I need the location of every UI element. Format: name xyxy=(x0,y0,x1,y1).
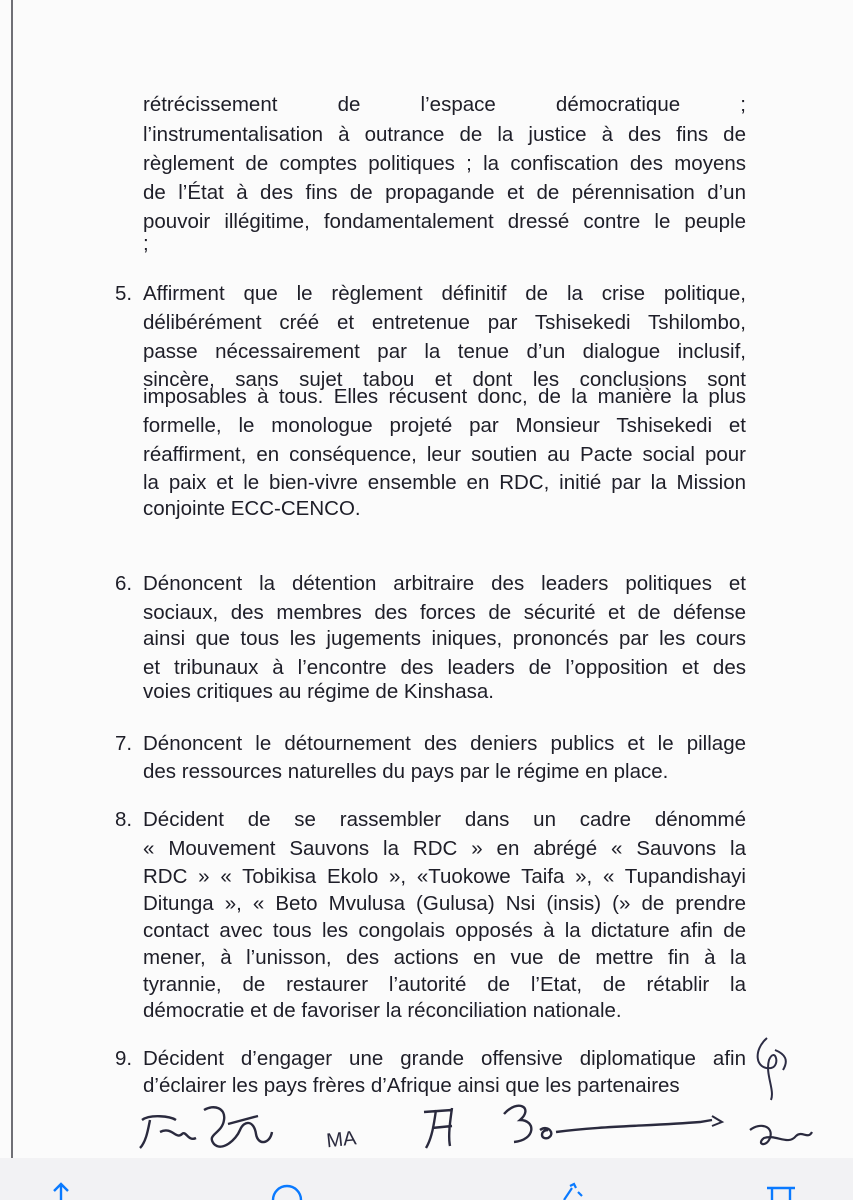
text-line: d’éclairer les pays frères d’Afrique ainsi que les partenaires xyxy=(143,1074,680,1097)
item-number: 9. xyxy=(115,1047,133,1070)
text-line: Décident d’engager une grande offensive diplomatique afin xyxy=(143,1047,746,1070)
text-line: sincère, sans sujet tabou et dont les conclusions sont xyxy=(143,368,746,391)
signatures-row xyxy=(0,1090,853,1158)
item-number: 8. xyxy=(115,808,133,831)
text-line: RDC » « Tobikisa Ekolo », «Tuokowe Taifa », « Tupandishayi xyxy=(143,865,746,888)
text-line: de l’État à des fins de propagande et de pérennisation d’un xyxy=(143,181,746,204)
edit-icon[interactable] xyxy=(560,1182,586,1200)
text-line: Affirment que le règlement définitif de la crise politique, xyxy=(143,282,746,305)
text-line: mener, à l’unisson, des actions en vue de mettre fin à la xyxy=(143,946,746,969)
text-line: règlement de comptes politiques ; la confiscation des moyens xyxy=(143,152,746,175)
signature-mark xyxy=(504,1106,712,1142)
signature-mark xyxy=(424,1108,452,1148)
text-line: démocratie et de favoriser la réconciliation nationale. xyxy=(143,999,622,1022)
text-line: pouvoir illégitime, fondamentalement dressé contre le peuple xyxy=(143,210,746,233)
text-line: la paix et le bien-vivre ensemble en RDC, initié par la Mission xyxy=(143,471,746,494)
text-line: contact avec tous les congolais opposés à la dictature afin de xyxy=(143,919,746,942)
item-number: 7. xyxy=(115,732,133,755)
text-line: Dénoncent la détention arbitraire des leaders politiques et xyxy=(143,572,746,595)
text-line: ; xyxy=(143,232,149,255)
text-line: Dénoncent le détournement des deniers publics et le pillage xyxy=(143,732,746,755)
text-line: et tribunaux à l’encontre des leaders de l’opposition et des xyxy=(143,656,746,679)
text-line: Décident de se rassembler dans un cadre dénommé xyxy=(143,808,746,831)
item-number: 5. xyxy=(115,282,133,305)
text-line: l’instrumentalisation à outrance de la justice à des fins de xyxy=(143,123,746,146)
signature-mark xyxy=(750,1126,812,1144)
markup-icon[interactable] xyxy=(270,1182,304,1200)
text-line: des ressources naturelles du pays par le régime en place. xyxy=(143,760,669,783)
text-line: passe nécessairement par la tenue d’un dialogue inclusif, xyxy=(143,340,746,363)
signature-text: MA xyxy=(325,1127,358,1153)
text-line: « Mouvement Sauvons la RDC » en abrégé « Sauvons la xyxy=(143,837,746,860)
signature-mark xyxy=(204,1107,272,1146)
trash-icon[interactable] xyxy=(764,1182,798,1200)
text-line: tyrannie, de restaurer l’autorité de l’Etat, de rétablir la xyxy=(143,973,746,996)
text-line: voies critiques au régime de Kinshasa. xyxy=(143,680,494,703)
signature-mark xyxy=(140,1116,196,1148)
bottom-toolbar xyxy=(0,1158,853,1200)
text-line: formelle, le monologue projeté par Monsieur Tshisekedi et xyxy=(143,414,746,437)
text-line: ainsi que tous les jugements iniques, prononcés par les cours xyxy=(143,627,746,650)
share-icon[interactable] xyxy=(48,1182,74,1200)
text-line: conjointe ECC-CENCO. xyxy=(143,497,361,520)
text-line: Ditunga », « Beto Mvulusa (Gulusa) Nsi (insis) (» de prendre xyxy=(143,892,746,915)
text-line: sociaux, des membres des forces de sécurité et de défense xyxy=(143,601,746,624)
text-line: rétrécissement de l’espace démocratique ; xyxy=(143,93,746,116)
item-number: 6. xyxy=(115,572,133,595)
text-line: réaffirment, en conséquence, leur soutien au Pacte social pour xyxy=(143,443,746,466)
text-line: imposables à tous. Elles récusent donc, de la manière la plus xyxy=(143,385,746,408)
signature-mark xyxy=(712,1116,722,1126)
text-line: délibérément créé et entretenue par Tshisekedi Tshilombo, xyxy=(143,311,746,334)
